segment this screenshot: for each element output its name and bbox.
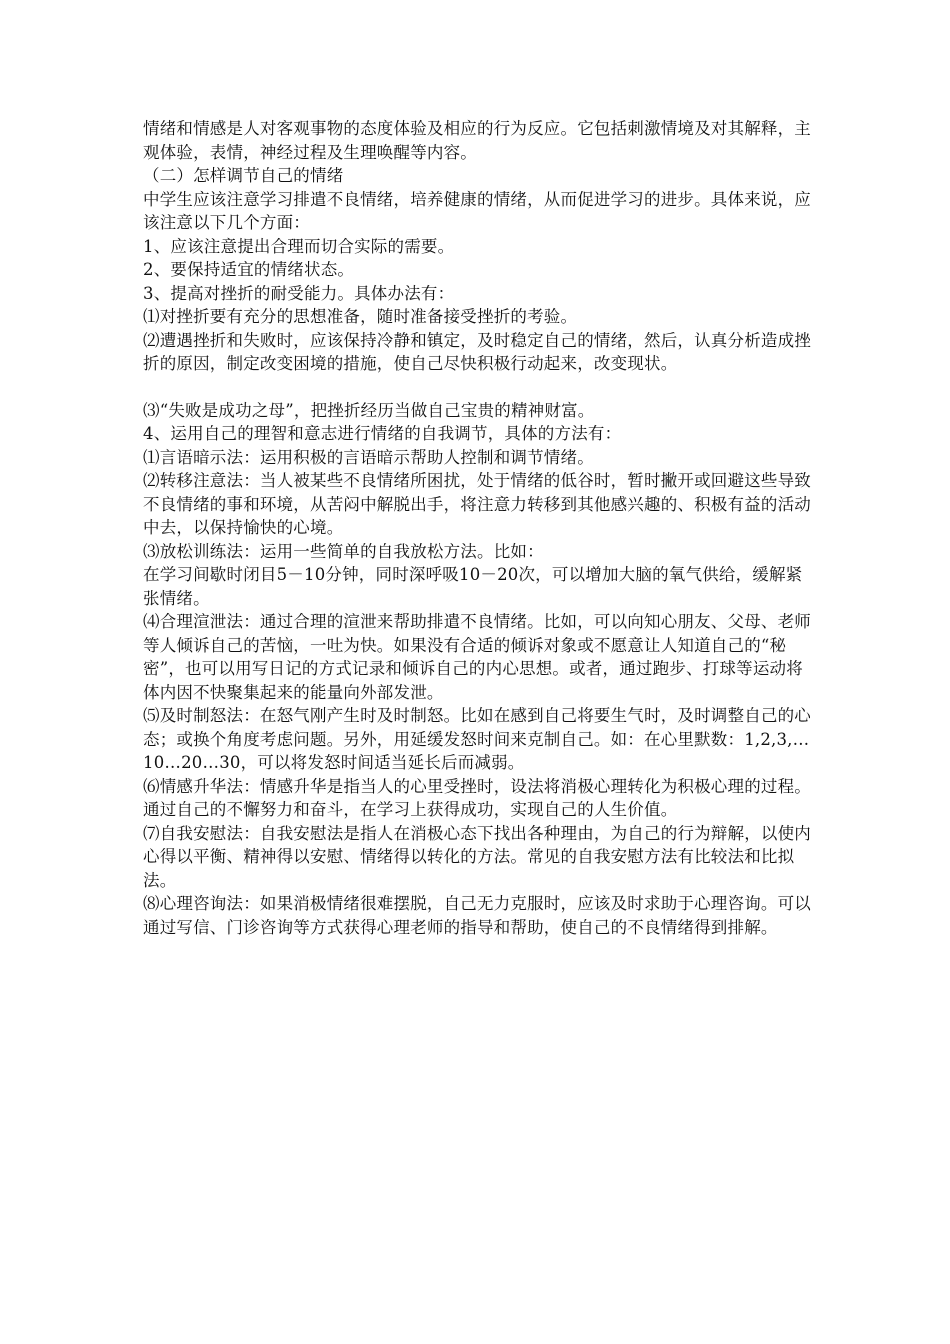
method-catharsis: ⑷合理渲泄法：通过合理的渲泄来帮助排遣不良情绪。比如，可以向知心朋友、父母、老师等人倾诉自己的苦恼，一吐为快。如果没有合适的倾诉对象或不愿意让人知道自己的“秘密”，也可以用写日记的方式记录和倾诉自己的内心思想。或者，通过跑步、打球等运动将体内因不快聚集起来的能量向外部发泄。 bbox=[143, 612, 811, 702]
list-item-4: 4、运用自己的理智和意志进行情绪的自我调节，具体的方法有： bbox=[143, 424, 622, 443]
sub-item-3-3: ⑶“失败是成功之母”，把挫折经历当做自己宝贵的精神财富。 bbox=[143, 400, 595, 420]
list-item-3: 3、提高对挫折的耐受能力。具体办法有： bbox=[143, 283, 455, 303]
section-heading: （二）怎样调节自己的情绪 bbox=[143, 166, 344, 185]
list-item-1: 1、应该注意提出合理而切合实际的需要。 bbox=[143, 236, 455, 256]
list-item-2: 2、要保持适宜的情绪状态。 bbox=[143, 260, 355, 279]
method-attention-shift: ⑵转移注意法：当人被某些不良情绪所困扰，处于情绪的低谷时，暂时撇开或回避这些导致不良情绪的事和环境，从苦闷中解脱出手，将注意力转移到其他感兴趣的、积极有益的活动中去，以保持愉快的心境。 bbox=[143, 471, 811, 537]
document-body bbox=[143, 117, 815, 939]
sub-item-3-2: ⑵遭遇挫折和失败时，应该保持冷静和镇定，及时稳定自己的情绪，然后，认真分析造成挫折的原因，制定改变困境的措施，使自己尽快积极行动起来，改变现状。 bbox=[143, 330, 811, 373]
sub-item-3-1: ⑴对挫折要有充分的思想准备，随时准备接受挫折的考验。 bbox=[143, 307, 578, 326]
method-sublimation: ⑹情感升华法：情感升华是指当人的心里受挫时，设法将消极心理转化为积极心理的过程。通过自己的不懈努力和奋斗，在学习上获得成功，实现自己的人生价值。 bbox=[143, 776, 811, 819]
relaxation-detail: 在学习间歇时闭目5－10分钟，同时深呼吸10－20次，可以增加大脑的氧气供给，缓解紧张情绪。 bbox=[143, 565, 803, 608]
method-anger-control: ⑸及时制怒法：在怒气刚产生时及时制怒。比如在感到自己将要生气时，及时调整自己的心态；或换个角度考虑问题。另外，用延缓发怒时间来克制自己。如：在心里默数：1,2,3,…10…20…30，可以将发怒时间适当延长后而减弱。 bbox=[143, 706, 811, 772]
intro-paragraph: 情绪和情感是人对客观事物的态度体验及相应的行为反应。它包括刺激情境及对其解释，主观体验，表情，神经过程及生理唤醒等内容。 bbox=[143, 119, 811, 162]
method-verbal-suggestion: ⑴言语暗示法：运用积极的言语暗示帮助人控制和调节情绪。 bbox=[143, 447, 594, 467]
paragraph-spacer bbox=[143, 376, 815, 399]
method-relaxation: ⑶放松训练法：运用一些简单的自我放松方法。比如： bbox=[143, 541, 544, 561]
method-self-comfort: ⑺自我安慰法：自我安慰法是指人在消极心态下找出各种理由，为自己的行为辩解，以使内心得以平衡、精神得以安慰、情绪得以转化的方法。常见的自我安慰方法有比较法和比拟法。 bbox=[143, 823, 811, 890]
method-counseling: ⑻心理咨询法：如果消极情绪很难摆脱，自己无力克服时，应该及时求助于心理咨询。可以通过写信、门诊咨询等方式获得心理老师的指导和帮助，使自己的不良情绪得到排解。 bbox=[143, 894, 811, 937]
overview-paragraph: 中学生应该注意学习排遣不良情绪，培养健康的情绪，从而促进学习的进步。具体来说，应该注意以下几个方面： bbox=[143, 189, 811, 232]
